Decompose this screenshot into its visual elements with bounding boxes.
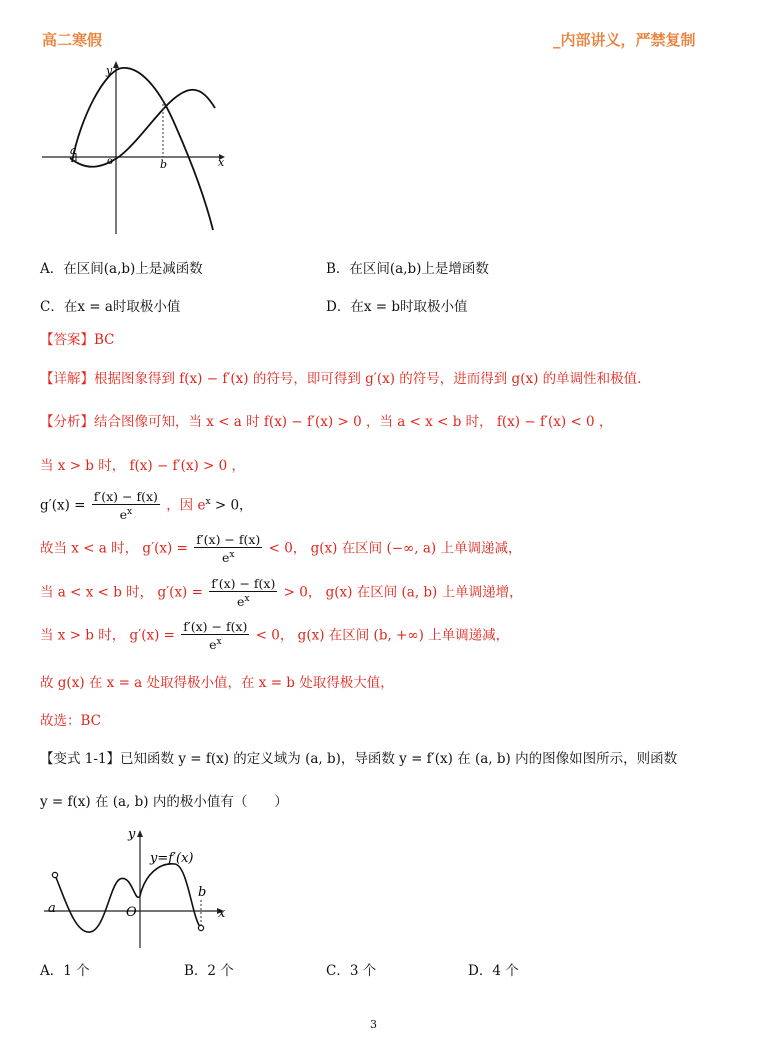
function-graph-2	[40, 824, 240, 952]
graph2-b-label: b	[198, 885, 207, 900]
header-left: 高二寒假	[42, 31, 103, 49]
analysis-line-3: g′(x) = $\frac{f'(x) - f(x)}{e^x}$ ，因 $e^x > 0$，	[40, 489, 253, 523]
analysis-line-2: 当 x > b 时， f(x) − f′(x) > 0 ，	[40, 458, 246, 474]
variant-question-line-2: y = f(x) 在 (a, b) 内的极小值有（ ）	[40, 794, 288, 810]
graph1-b-label: b	[160, 158, 168, 171]
option2-a: A．1 个	[40, 963, 90, 979]
analysis-line-4: 故当 x < a 时， g′(x) = $\frac{f'(x) - f(x)}{e^x}$ < 0， g(x) 在区间 (−∞, a) 上单调递减，	[40, 532, 522, 566]
analysis-line-8: 故选：BC	[40, 713, 102, 729]
graph2-function-label: y=f′(x)	[150, 851, 194, 866]
graph2-y-label: y	[128, 827, 136, 842]
detail: 【详解】根据图象得到 f(x) − f′(x) 的符号，即可得到 g′(x) 的符号，进而得到 g(x) 的单调性和极值.	[40, 371, 642, 387]
graph1-origin-label: o	[107, 156, 114, 167]
header-right: _内部讲义，严禁复制	[553, 31, 696, 49]
analysis-line-1: 【分析】结合图像可知，当 x < a 时 f(x) − f′(x) > 0 ，当 a < x < b 时， f(x) − f′(x) < 0 ，	[40, 414, 613, 430]
option2-c: C．3 个	[326, 963, 377, 979]
graph2-x-label: x	[218, 906, 226, 921]
graph1-x-label: x	[218, 156, 225, 169]
function-graph-1	[40, 58, 240, 238]
graph1-a-label: a	[70, 144, 77, 157]
page-number: 3	[370, 1018, 377, 1031]
option2-d: D．4 个	[468, 963, 519, 979]
option-b: B．在区间(a,b)上是增函数	[326, 261, 489, 277]
option-c: C．在x = a时取极小值	[40, 299, 181, 315]
graph2-a-label: a	[48, 901, 56, 916]
analysis-line-5: 当 a < x < b 时， g′(x) = $\frac{f'(x) - f(x)}{e^x}$ > 0， g(x) 在区间 (a, b) 上单调递增，	[40, 576, 523, 610]
answer: 【答案】BC	[40, 332, 115, 348]
analysis-line-7: 故 g(x) 在 x = a 处取得极小值，在 x = b 处取得极大值，	[40, 675, 394, 691]
graph2-origin-label: O	[126, 905, 137, 920]
option-d: D．在x = b时取极小值	[326, 299, 468, 315]
analysis-line-6: 当 x > b 时， g′(x) = $\frac{f'(x) - f(x)}{e^x}$ < 0， g(x) 在区间 (b, +∞) 上单调递减，	[40, 619, 510, 653]
option2-b: B．2 个	[184, 963, 234, 979]
variant-question-line-1: 【变式 1-1】已知函数 y = f(x) 的定义域为 (a, b)，导函数 y = f′(x) 在 (a, b) 内的图像如图所示，则函数	[40, 751, 678, 767]
graph1-y-label: y	[106, 64, 113, 77]
option-a: A．在区间(a,b)上是减函数	[40, 261, 203, 277]
